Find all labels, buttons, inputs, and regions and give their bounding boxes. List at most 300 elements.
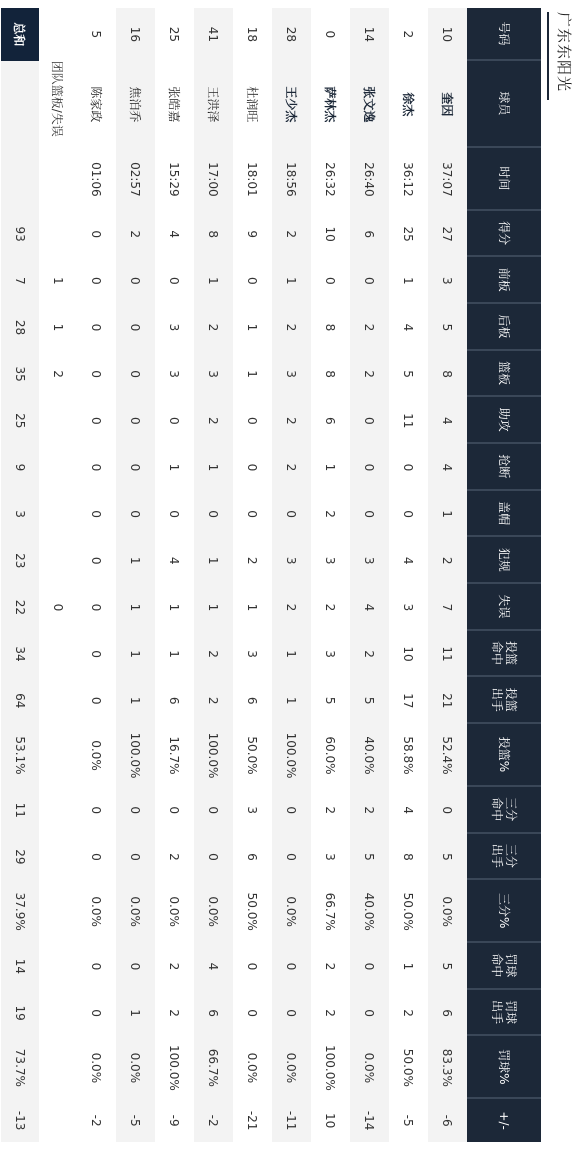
cell-pm: -21	[233, 1099, 272, 1142]
cell-oreb: 0	[311, 257, 350, 304]
cell-oreb: 0	[350, 257, 389, 304]
cell-tpp: 0.0%	[194, 880, 233, 943]
cell-tpa: 0	[272, 834, 311, 881]
cell-pm: -9	[155, 1099, 194, 1142]
cell-tpm: 0	[116, 787, 155, 834]
team-cell-empty	[39, 537, 77, 584]
cell-pts: 10	[311, 211, 350, 258]
cell-pts: 4	[155, 211, 194, 258]
cell-tpa: 8	[389, 834, 428, 881]
cell-time: 17:00	[194, 148, 233, 211]
cell-stl: 4	[428, 444, 467, 491]
team-cell-dreb: 1	[39, 304, 77, 351]
cell-pts: 6	[350, 211, 389, 258]
cell-fgm: 1	[155, 631, 194, 678]
cell-fga: 2	[194, 677, 233, 724]
cell-stl: 0	[350, 444, 389, 491]
cell-tpp: 40.0%	[350, 880, 389, 943]
totals-cell-fta: 19	[1, 990, 39, 1037]
cell-fgm: 1	[272, 631, 311, 678]
player-row[interactable]	[155, 8, 194, 1142]
cell-fga: 17	[389, 677, 428, 724]
cell-tpm: 3	[233, 787, 272, 834]
player-row[interactable]	[233, 8, 272, 1142]
totals-cell-stl: 9	[1, 444, 39, 491]
cell-ftm: 0	[116, 943, 155, 990]
cell-ftp: 83.3%	[428, 1036, 467, 1099]
cell-fgp: 40.0%	[350, 724, 389, 787]
cell-fga: 5	[311, 677, 350, 724]
cell-oreb: 1	[194, 257, 233, 304]
cell-blk: 0	[194, 491, 233, 538]
cell-tpm: 0	[194, 787, 233, 834]
team-row-label: 团队篮板/失误	[39, 61, 77, 148]
boxscore-table	[1, 8, 541, 1142]
cell-pts: 25	[389, 211, 428, 258]
cell-fgp: 100.0%	[116, 724, 155, 787]
col-ft-made-header[interactable]	[467, 943, 541, 990]
totals-cell-tpm: 11	[1, 787, 39, 834]
cell-pm: -5	[116, 1099, 155, 1142]
cell-ftm: 2	[155, 943, 194, 990]
cell-number: 16	[116, 8, 155, 61]
totals-cell-tpp: 37.9%	[1, 880, 39, 943]
team-header	[545, 12, 575, 92]
cell-ast: 0	[155, 397, 194, 444]
cell-fgm: 1	[116, 631, 155, 678]
totals-cell-blk: 3	[1, 491, 39, 538]
header-label: 罚球 命中	[490, 953, 518, 978]
totals-cell-ast: 25	[1, 397, 39, 444]
cell-dreb: 2	[272, 304, 311, 351]
cell-tov: 2	[311, 584, 350, 631]
cell-dreb: 2	[194, 304, 233, 351]
col-off-reb-header[interactable]	[467, 257, 541, 304]
cell-ast: 0	[233, 397, 272, 444]
header-label: 投篮%	[497, 736, 511, 773]
player-name[interactable]: 徐杰	[389, 61, 428, 148]
team-cell-oreb: 1	[39, 257, 77, 304]
col-fg-att-header[interactable]	[467, 677, 541, 724]
cell-tpp: 0.0%	[155, 880, 194, 943]
cell-ftp: 100.0%	[311, 1036, 350, 1099]
cell-oreb: 0	[233, 257, 272, 304]
cell-ftp: 0.0%	[350, 1036, 389, 1099]
col-fg-made-header[interactable]	[467, 631, 541, 678]
header-label: 投篮 出手	[490, 687, 518, 712]
cell-tpp: 50.0%	[389, 880, 428, 943]
team-cell-empty	[39, 491, 77, 538]
header-label: 球员	[497, 91, 511, 116]
cell-blk: 0	[389, 491, 428, 538]
cell-pf: 1	[116, 537, 155, 584]
cell-ast: 4	[428, 397, 467, 444]
cell-number: 14	[350, 8, 389, 61]
cell-tov: 0	[77, 584, 116, 631]
cell-tpp: 0.0%	[77, 880, 116, 943]
cell-ast: 11	[389, 397, 428, 444]
player-name[interactable]: 张文逸	[350, 61, 389, 148]
cell-fta: 0	[350, 990, 389, 1037]
cell-tov: 1	[233, 584, 272, 631]
cell-ftm: 0	[77, 943, 116, 990]
col-turnovers-header[interactable]	[467, 584, 541, 631]
cell-blk: 0	[116, 491, 155, 538]
cell-ftm: 0	[350, 943, 389, 990]
cell-tpa: 0	[194, 834, 233, 881]
cell-reb: 3	[194, 351, 233, 398]
cell-ast: 0	[116, 397, 155, 444]
cell-number: 25	[155, 8, 194, 61]
cell-blk: 0	[350, 491, 389, 538]
cell-pts: 2	[272, 211, 311, 258]
totals-cell-ftp: 73.7%	[1, 1036, 39, 1099]
team-cell-empty	[39, 880, 77, 943]
header-label: 号码	[497, 21, 511, 46]
cell-fga: 0	[77, 677, 116, 724]
cell-pm: -2	[194, 1099, 233, 1142]
cell-pm: -6	[428, 1099, 467, 1142]
cell-dreb: 0	[77, 304, 116, 351]
header-label: 得分	[497, 221, 511, 246]
cell-tpp: 0.0%	[116, 880, 155, 943]
header-label: 盖帽	[497, 501, 511, 526]
totals-label: 总和	[1, 8, 39, 61]
cell-ast: 2	[194, 397, 233, 444]
totals-row	[1, 8, 39, 1142]
cell-reb: 2	[350, 351, 389, 398]
cell-pts: 0	[77, 211, 116, 258]
cell-ast: 0	[350, 397, 389, 444]
cell-fta: 0	[272, 990, 311, 1037]
player-name[interactable]: 张皓嘉	[155, 61, 194, 148]
title-underline	[547, 12, 549, 100]
cell-ftm: 5	[428, 943, 467, 990]
cell-blk: 0	[272, 491, 311, 538]
cell-reb: 5	[389, 351, 428, 398]
cell-dreb: 4	[389, 304, 428, 351]
totals-cell-tpa: 29	[1, 834, 39, 881]
cell-stl: 0	[233, 444, 272, 491]
cell-time: 15:29	[155, 148, 194, 211]
totals-cell-empty	[1, 148, 39, 211]
col-def-reb-header[interactable]	[467, 304, 541, 351]
cell-dreb: 0	[116, 304, 155, 351]
totals-cell-pts: 93	[1, 211, 39, 258]
team-cell-tov: 0	[39, 584, 77, 631]
totals-cell-reb: 35	[1, 351, 39, 398]
cell-stl: 1	[194, 444, 233, 491]
cell-fga: 1	[272, 677, 311, 724]
totals-cell-fgp: 53.1%	[1, 724, 39, 787]
col-3p-att-header[interactable]	[467, 834, 541, 881]
team-cell-empty	[39, 724, 77, 787]
totals-cell-pm: -13	[1, 1099, 39, 1142]
col-plus-minus-header[interactable]	[467, 1099, 541, 1142]
cell-number: 41	[194, 8, 233, 61]
totals-cell-dreb: 28	[1, 304, 39, 351]
col-assists-header[interactable]	[467, 397, 541, 444]
col-reb-header[interactable]	[467, 351, 541, 398]
cell-tov: 1	[116, 584, 155, 631]
cell-tov: 1	[155, 584, 194, 631]
cell-tov: 2	[272, 584, 311, 631]
team-title: 广东东阳光	[555, 12, 573, 93]
cell-tpp: 0.0%	[428, 880, 467, 943]
header-label: 罚球%	[497, 1049, 511, 1085]
team-cell-empty	[39, 211, 77, 258]
cell-number: 18	[233, 8, 272, 61]
cell-pf: 3	[350, 537, 389, 584]
cell-tpa: 0	[77, 834, 116, 881]
cell-reb: 8	[428, 351, 467, 398]
cell-oreb: 1	[272, 257, 311, 304]
cell-reb: 0	[77, 351, 116, 398]
cell-dreb: 5	[428, 304, 467, 351]
totals-cell-fgm: 34	[1, 631, 39, 678]
cell-fta: 6	[194, 990, 233, 1037]
cell-tov: 7	[428, 584, 467, 631]
col-3p-made-header[interactable]	[467, 787, 541, 834]
cell-fgm: 2	[194, 631, 233, 678]
cell-ftp: 0.0%	[272, 1036, 311, 1099]
cell-fta: 6	[428, 990, 467, 1037]
header-label: 抢断	[497, 454, 511, 479]
header-label: 后板	[497, 314, 511, 339]
team-cell-empty	[39, 990, 77, 1037]
cell-ftm: 2	[311, 943, 350, 990]
cell-time: 02:57	[116, 148, 155, 211]
cell-fgp: 58.8%	[389, 724, 428, 787]
cell-pf: 2	[233, 537, 272, 584]
player-row[interactable]	[389, 8, 428, 1142]
cell-fgm: 3	[233, 631, 272, 678]
cell-stl: 0	[77, 444, 116, 491]
cell-time: 36:12	[389, 148, 428, 211]
header-label: 投篮 命中	[490, 641, 518, 666]
cell-time: 01:06	[77, 148, 116, 211]
player-name[interactable]: 陈家政	[77, 61, 116, 148]
cell-time: 18:56	[272, 148, 311, 211]
cell-blk: 0	[155, 491, 194, 538]
cell-reb: 0	[116, 351, 155, 398]
player-row[interactable]	[311, 8, 350, 1142]
cell-fta: 2	[155, 990, 194, 1037]
cell-stl: 1	[311, 444, 350, 491]
cell-fgp: 16.7%	[155, 724, 194, 787]
header-label: 三分%	[497, 892, 511, 929]
cell-time: 18:01	[233, 148, 272, 211]
cell-pf: 2	[428, 537, 467, 584]
team-cell-empty	[39, 677, 77, 724]
header-label: 三分 出手	[490, 843, 518, 868]
cell-stl: 1	[155, 444, 194, 491]
totals-cell-fga: 64	[1, 677, 39, 724]
player-name[interactable]: 王少杰	[272, 61, 311, 148]
cell-tov: 1	[194, 584, 233, 631]
cell-fgm: 0	[77, 631, 116, 678]
cell-pm: -14	[350, 1099, 389, 1142]
cell-fga: 21	[428, 677, 467, 724]
team-cell-empty	[39, 834, 77, 881]
col-ft-att-header[interactable]	[467, 990, 541, 1037]
cell-pts: 27	[428, 211, 467, 258]
cell-stl: 0	[116, 444, 155, 491]
cell-tpp: 0.0%	[272, 880, 311, 943]
cell-tpa: 5	[428, 834, 467, 881]
cell-reb: 8	[311, 351, 350, 398]
cell-stl: 2	[272, 444, 311, 491]
cell-tpm: 0	[77, 787, 116, 834]
totals-cell-empty	[1, 61, 39, 148]
col-steals-header[interactable]	[467, 444, 541, 491]
cell-pf: 3	[272, 537, 311, 584]
col-ft-pct-header[interactable]	[467, 1036, 541, 1099]
cell-fgm: 3	[311, 631, 350, 678]
cell-ftp: 0.0%	[233, 1036, 272, 1099]
cell-pm: -11	[272, 1099, 311, 1142]
cell-ftm: 1	[389, 943, 428, 990]
col-blocks-header[interactable]	[467, 491, 541, 538]
cell-reb: 1	[233, 351, 272, 398]
cell-blk: 0	[77, 491, 116, 538]
cell-pts: 2	[116, 211, 155, 258]
cell-dreb: 3	[155, 304, 194, 351]
cell-fga: 5	[350, 677, 389, 724]
cell-pts: 8	[194, 211, 233, 258]
cell-tpm: 2	[311, 787, 350, 834]
header-label: 篮板	[497, 361, 511, 386]
col-points-header[interactable]	[467, 211, 541, 258]
cell-fta: 0	[233, 990, 272, 1037]
cell-tpm: 2	[350, 787, 389, 834]
cell-fgp: 100.0%	[272, 724, 311, 787]
team-cell-empty	[39, 444, 77, 491]
cell-tov: 3	[389, 584, 428, 631]
cell-tpa: 3	[311, 834, 350, 881]
player-name[interactable]: 奎因	[428, 61, 467, 148]
cell-tpa: 2	[155, 834, 194, 881]
col-3p-pct-header[interactable]	[467, 880, 541, 943]
cell-ast: 0	[77, 397, 116, 444]
header-label: 犯规	[497, 547, 511, 572]
player-row[interactable]	[77, 8, 116, 1142]
player-row[interactable]	[116, 8, 155, 1142]
team-cell-empty	[39, 148, 77, 211]
cell-tov: 4	[350, 584, 389, 631]
player-row[interactable]	[350, 8, 389, 1142]
cell-pf: 0	[77, 537, 116, 584]
cell-ftm: 4	[194, 943, 233, 990]
col-time-header[interactable]	[467, 148, 541, 211]
cell-ftp: 66.7%	[194, 1036, 233, 1099]
player-name[interactable]: 王洪泽	[194, 61, 233, 148]
team-cell-empty	[39, 8, 77, 61]
cell-stl: 0	[389, 444, 428, 491]
cell-reb: 3	[272, 351, 311, 398]
cell-time: 37:07	[428, 148, 467, 211]
header-label: 时间	[497, 166, 511, 191]
cell-fgm: 11	[428, 631, 467, 678]
cell-number: 2	[389, 8, 428, 61]
cell-number: 0	[311, 8, 350, 61]
cell-dreb: 8	[311, 304, 350, 351]
col-fouls-header[interactable]	[467, 537, 541, 584]
header-label: 失误	[497, 594, 511, 619]
cell-pts: 9	[233, 211, 272, 258]
cell-fgp: 50.0%	[233, 724, 272, 787]
player-row[interactable]	[194, 8, 233, 1142]
cell-ftp: 0.0%	[77, 1036, 116, 1099]
cell-ftp: 50.0%	[389, 1036, 428, 1099]
cell-fga: 6	[233, 677, 272, 724]
cell-blk: 2	[311, 491, 350, 538]
team-cell-empty	[39, 631, 77, 678]
cell-fgp: 52.4%	[428, 724, 467, 787]
cell-blk: 1	[428, 491, 467, 538]
cell-tpa: 6	[233, 834, 272, 881]
totals-cell-oreb: 7	[1, 257, 39, 304]
cell-blk: 0	[233, 491, 272, 538]
col-fg-pct-header[interactable]	[467, 724, 541, 787]
totals-cell-ftm: 14	[1, 943, 39, 990]
cell-pf: 4	[155, 537, 194, 584]
cell-tpm: 0	[428, 787, 467, 834]
cell-pf: 1	[194, 537, 233, 584]
cell-fta: 0	[77, 990, 116, 1037]
header-label: +/-	[497, 1111, 511, 1130]
cell-tpp: 50.0%	[233, 880, 272, 943]
header-label: 罚球 出手	[490, 1000, 518, 1025]
totals-cell-pf: 23	[1, 537, 39, 584]
col-player-header[interactable]	[467, 61, 541, 148]
cell-ast: 6	[311, 397, 350, 444]
cell-ftm: 0	[272, 943, 311, 990]
header-label: 三分 命中	[490, 797, 518, 822]
cell-ftp: 0.0%	[116, 1036, 155, 1099]
player-row[interactable]	[428, 8, 467, 1142]
col-number-header[interactable]	[467, 8, 541, 61]
team-cell-reb: 2	[39, 351, 77, 398]
cell-fgp: 60.0%	[311, 724, 350, 787]
cell-fgp: 0.0%	[77, 724, 116, 787]
cell-fga: 6	[155, 677, 194, 724]
player-name[interactable]: 杜润旺	[233, 61, 272, 148]
player-name[interactable]: 焦泊乔	[116, 61, 155, 148]
cell-tpp: 66.7%	[311, 880, 350, 943]
cell-oreb: 0	[116, 257, 155, 304]
cell-ast: 2	[272, 397, 311, 444]
cell-pm: -2	[77, 1099, 116, 1142]
player-name[interactable]: 萨林杰	[311, 61, 350, 148]
team-cell-empty	[39, 397, 77, 444]
cell-fgm: 2	[350, 631, 389, 678]
cell-number: 5	[77, 8, 116, 61]
cell-fgm: 10	[389, 631, 428, 678]
cell-fta: 1	[116, 990, 155, 1037]
header-label: 助攻	[497, 407, 511, 432]
cell-tpa: 0	[116, 834, 155, 881]
cell-tpa: 5	[350, 834, 389, 881]
player-row[interactable]	[272, 8, 311, 1142]
cell-pm: 10	[311, 1099, 350, 1142]
cell-tpm: 0	[272, 787, 311, 834]
cell-tpm: 4	[389, 787, 428, 834]
cell-oreb: 3	[428, 257, 467, 304]
cell-pm: -5	[389, 1099, 428, 1142]
cell-fgp: 100.0%	[194, 724, 233, 787]
cell-oreb: 0	[77, 257, 116, 304]
